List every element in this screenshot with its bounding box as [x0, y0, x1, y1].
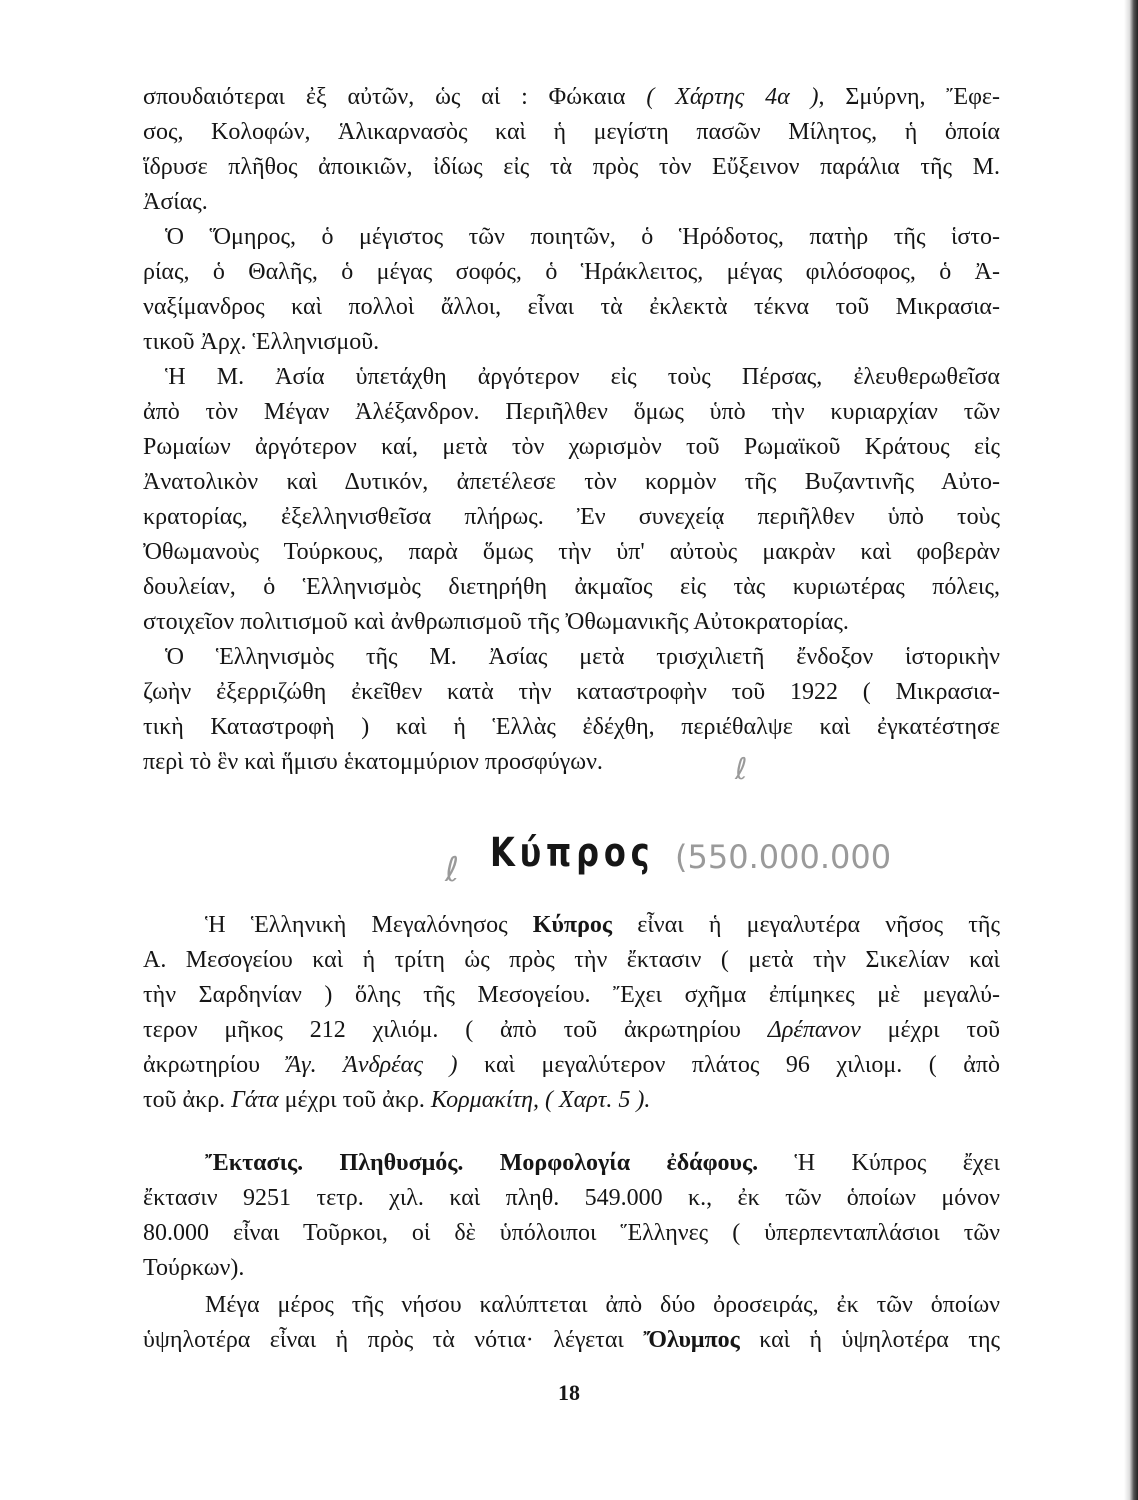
text-line — [143, 943, 1000, 978]
handwritten-note: (550.000.000 — [675, 838, 892, 876]
italic-text: Κορμακίτη, ( Χαρτ. 5 ). — [430, 1087, 651, 1113]
paragraph — [143, 360, 1000, 640]
text-run: τερον μῆκος 212 χιλιόμ. ( ἀπὸ τοῦ ἀκρωτηρίου — [143, 1017, 768, 1043]
text-run: ρίας, ὁ Θαλῆς, ὁ μέγας σοφός, ὁ Ἡράκλειτος, μέγας φιλόσοφος, ὁ Ἀ- — [143, 259, 1000, 285]
text-line — [143, 1288, 1000, 1323]
text-block-cyprus-intro — [143, 908, 1000, 1118]
text-run: καὶ ἡ ὑψηλοτέρα της — [739, 1327, 1000, 1353]
text-line — [143, 745, 1000, 780]
text-run: δουλείαν, ὁ Ἑλληνισμὸς διετηρήθη ἀκμαῖος εἰς τὰς κυριωτέρας πόλεις, — [143, 574, 1000, 600]
text-run: καὶ μεγαλύτερον πλάτος 96 χιλιομ. ( ἀπὸ — [457, 1052, 1000, 1078]
text-line — [143, 978, 1000, 1013]
text-run: Ἀσίας. — [143, 189, 208, 215]
text-line — [143, 570, 1000, 605]
text-run: ἀκρωτηρίου — [143, 1052, 287, 1078]
text-line — [143, 80, 1000, 115]
text-run: τικὴ Καταστροφὴ ) καὶ ἡ Ἑλλὰς ἐδέχθη, περιέθαλψε καὶ ἐγκατέστησε — [143, 714, 1000, 740]
text-line — [143, 150, 1000, 185]
text-line — [143, 1251, 1000, 1286]
text-run: ἔκτασιν 9251 τετρ. χιλ. καὶ πληθ. 549.000 κ., ἐκ τῶν ὁποίων μόνον — [143, 1185, 1000, 1211]
scan-edge — [1124, 0, 1138, 1500]
text-run: ὑψηλοτέρα εἶναι ἡ πρὸς τὰ νότια· λέγεται — [143, 1327, 644, 1353]
text-line — [143, 1216, 1000, 1251]
text-run: Τούρκων). — [143, 1255, 245, 1281]
text-run: Ἡ Μ. Ἀσία ὑπετάχθη ἀργότερον εἰς τοὺς Πέρσας, ἐλευθερωθεῖσα — [165, 364, 1000, 390]
text-run: τὴν Σαρδηνίαν ) ὅλης τῆς Μεσογείου. Ἔχει σχῆμα ἐπίμηκες μὲ μεγαλύ- — [143, 982, 1000, 1008]
text-line — [143, 500, 1000, 535]
text-run: ἵδρυσε πλῆθος ἀποικιῶν, ἰδίως εἰς τὰ πρὸς τὸν Εὔξεινον παράλια τῆς Μ. — [143, 154, 1000, 180]
text-run: τοῦ ἀκρ. — [143, 1087, 232, 1113]
page-number: 18 — [558, 1380, 580, 1405]
text-line — [143, 185, 1000, 220]
text-run: Α. Μεσογείου καὶ ἡ τρίτη ὡς πρὸς τὴν ἔκτασιν ( μετὰ τὴν Σικελίαν καὶ — [143, 947, 1000, 973]
text-run: ἀπὸ τὸν Μέγαν Ἀλέξανδρον. Περιῆλθεν ὅμως ὑπὸ τὴν κυριαρχίαν τῶν — [143, 399, 1000, 425]
text-run: ζωὴν ἐξερριζώθη ἐκεῖθεν κατὰ τὴν καταστροφὴν τοῦ 1922 ( Μικρασια- — [143, 679, 1000, 705]
text-run: σπουδαιότεραι ἐξ αὐτῶν, ὡς αἱ : Φώκαια — [143, 84, 647, 110]
text-run: , Σμύρνη, Ἔφε- — [818, 84, 1000, 110]
text-line — [143, 465, 1000, 500]
text-run: κρατορίας, ἐξελληνισθεῖσα πλήρως. Ἐν συνεχείᾳ περιῆλθεν ὑπὸ τοὺς — [143, 504, 1000, 530]
text-line — [143, 710, 1000, 745]
text-run: Μέγα μέρος τῆς νήσου καλύπτεται ἀπὸ δύο ὀροσειράς, ἐκ τῶν ὁποίων — [205, 1292, 1000, 1318]
text-run: στοιχεῖον πολιτισμοῦ καὶ ἀνθρωπισμοῦ τῆς Ὀθωμανικῆς Αὐτοκρατορίας. — [143, 609, 849, 635]
text-line — [143, 1083, 1000, 1118]
paragraph — [143, 80, 1000, 220]
paragraph — [143, 220, 1000, 360]
text-run: σος, Κολοφών, Ἁλικαρνασὸς καὶ ἡ μεγίστη πασῶν Μίλητος, ἡ ὁποία — [143, 119, 1000, 145]
text-line — [143, 255, 1000, 290]
text-run: Ὀθωμανοὺς Τούρκους, παρὰ ὅμως τὴν ὑπ' αὐτοὺς μακρὰν καὶ φοβερὰν — [143, 539, 1000, 565]
text-run: περὶ τὸ ἓν καὶ ἥμισυ ἑκατομμύριον προσφύγων. — [143, 749, 603, 775]
text-line — [143, 220, 1000, 255]
text-run: Ἡ Ἑλληνικὴ Μεγαλόνησος — [205, 912, 533, 938]
text-line — [143, 1048, 1000, 1083]
handwritten-mark: ℓ — [735, 752, 748, 787]
paragraph — [143, 640, 1000, 780]
text-run: ναξίμανδρος καὶ πολλοὶ ἄλλοι, εἶναι τὰ ἐκλεκτὰ τέκνα τοῦ Μικρασια- — [143, 294, 1000, 320]
text-line — [143, 325, 1000, 360]
text-line — [143, 395, 1000, 430]
italic-text: Ἄγ. Ἀνδρέας ) — [286, 1052, 458, 1078]
text-line — [143, 1013, 1000, 1048]
paragraph — [143, 1146, 1000, 1286]
text-run: Ἡ Κύπρος ἔχει — [758, 1150, 1000, 1176]
text-run: εἶναι ἡ μεγαλυτέρα νῆσος τῆς — [612, 912, 1000, 938]
italic-text: ( Χάρτης 4α ) — [646, 84, 819, 110]
text-block-mountains — [143, 1288, 1000, 1358]
handwritten-mark: ℓ — [445, 850, 460, 890]
text-line — [143, 1146, 1000, 1181]
text-run: Ἀνατολικὸν καὶ Δυτικόν, ἀπετέλεσε τὸν κορμὸν τῆς Βυζαντινῆς Αὐτο- — [143, 469, 1000, 495]
paragraph — [143, 908, 1000, 1118]
text-run: Ὁ Ὅμηρος, ὁ μέγιστος τῶν ποιητῶν, ὁ Ἡρόδοτος, πατὴρ τῆς ἱστο- — [165, 224, 1000, 250]
text-line — [143, 640, 1000, 675]
text-run: μέχρι τοῦ — [860, 1017, 1000, 1043]
text-block-asia-minor — [143, 80, 1000, 780]
text-line — [143, 1181, 1000, 1216]
italic-text: Γάτα — [231, 1087, 279, 1113]
italic-text: Δρέπανον — [767, 1017, 861, 1043]
text-line — [143, 605, 1000, 640]
text-line — [143, 360, 1000, 395]
text-line — [143, 1323, 1000, 1358]
text-line — [143, 290, 1000, 325]
text-run: τικοῦ Ἀρχ. Ἑλληνισμοῦ. — [143, 329, 380, 355]
paragraph — [143, 1288, 1000, 1358]
text-line — [143, 115, 1000, 150]
section-heading: Κύπρος — [490, 830, 655, 876]
text-run: 80.000 εἶναι Τοῦρκοι, οἱ δὲ ὑπόλοιποι Ἕλληνες ( ὑπερπενταπλάσιοι τῶν — [143, 1220, 1000, 1246]
text-line — [143, 908, 1000, 943]
bold-text: Κύπρος — [532, 912, 613, 938]
text-run: Ὁ Ἑλληνισμὸς τῆς Μ. Ἀσίας μετὰ τρισχιλιετῆ ἔνδοξον ἱστορικὴν — [165, 644, 1000, 670]
text-block-area-population — [143, 1146, 1000, 1286]
text-run: μέχρι τοῦ ἀκρ. — [278, 1087, 431, 1113]
bold-text: Ὄλυμπος — [643, 1327, 740, 1353]
bold-text: Ἔκτασις. Πληθυσμός. Μορφολογία ἐδάφους. — [205, 1150, 759, 1176]
text-line — [143, 535, 1000, 570]
text-line — [143, 430, 1000, 465]
text-line — [143, 675, 1000, 710]
text-run: Ρωμαίων ἀργότερον καί, μετὰ τὸν χωρισμὸν τοῦ Ρωμαϊκοῦ Κράτους εἰς — [143, 434, 1000, 460]
